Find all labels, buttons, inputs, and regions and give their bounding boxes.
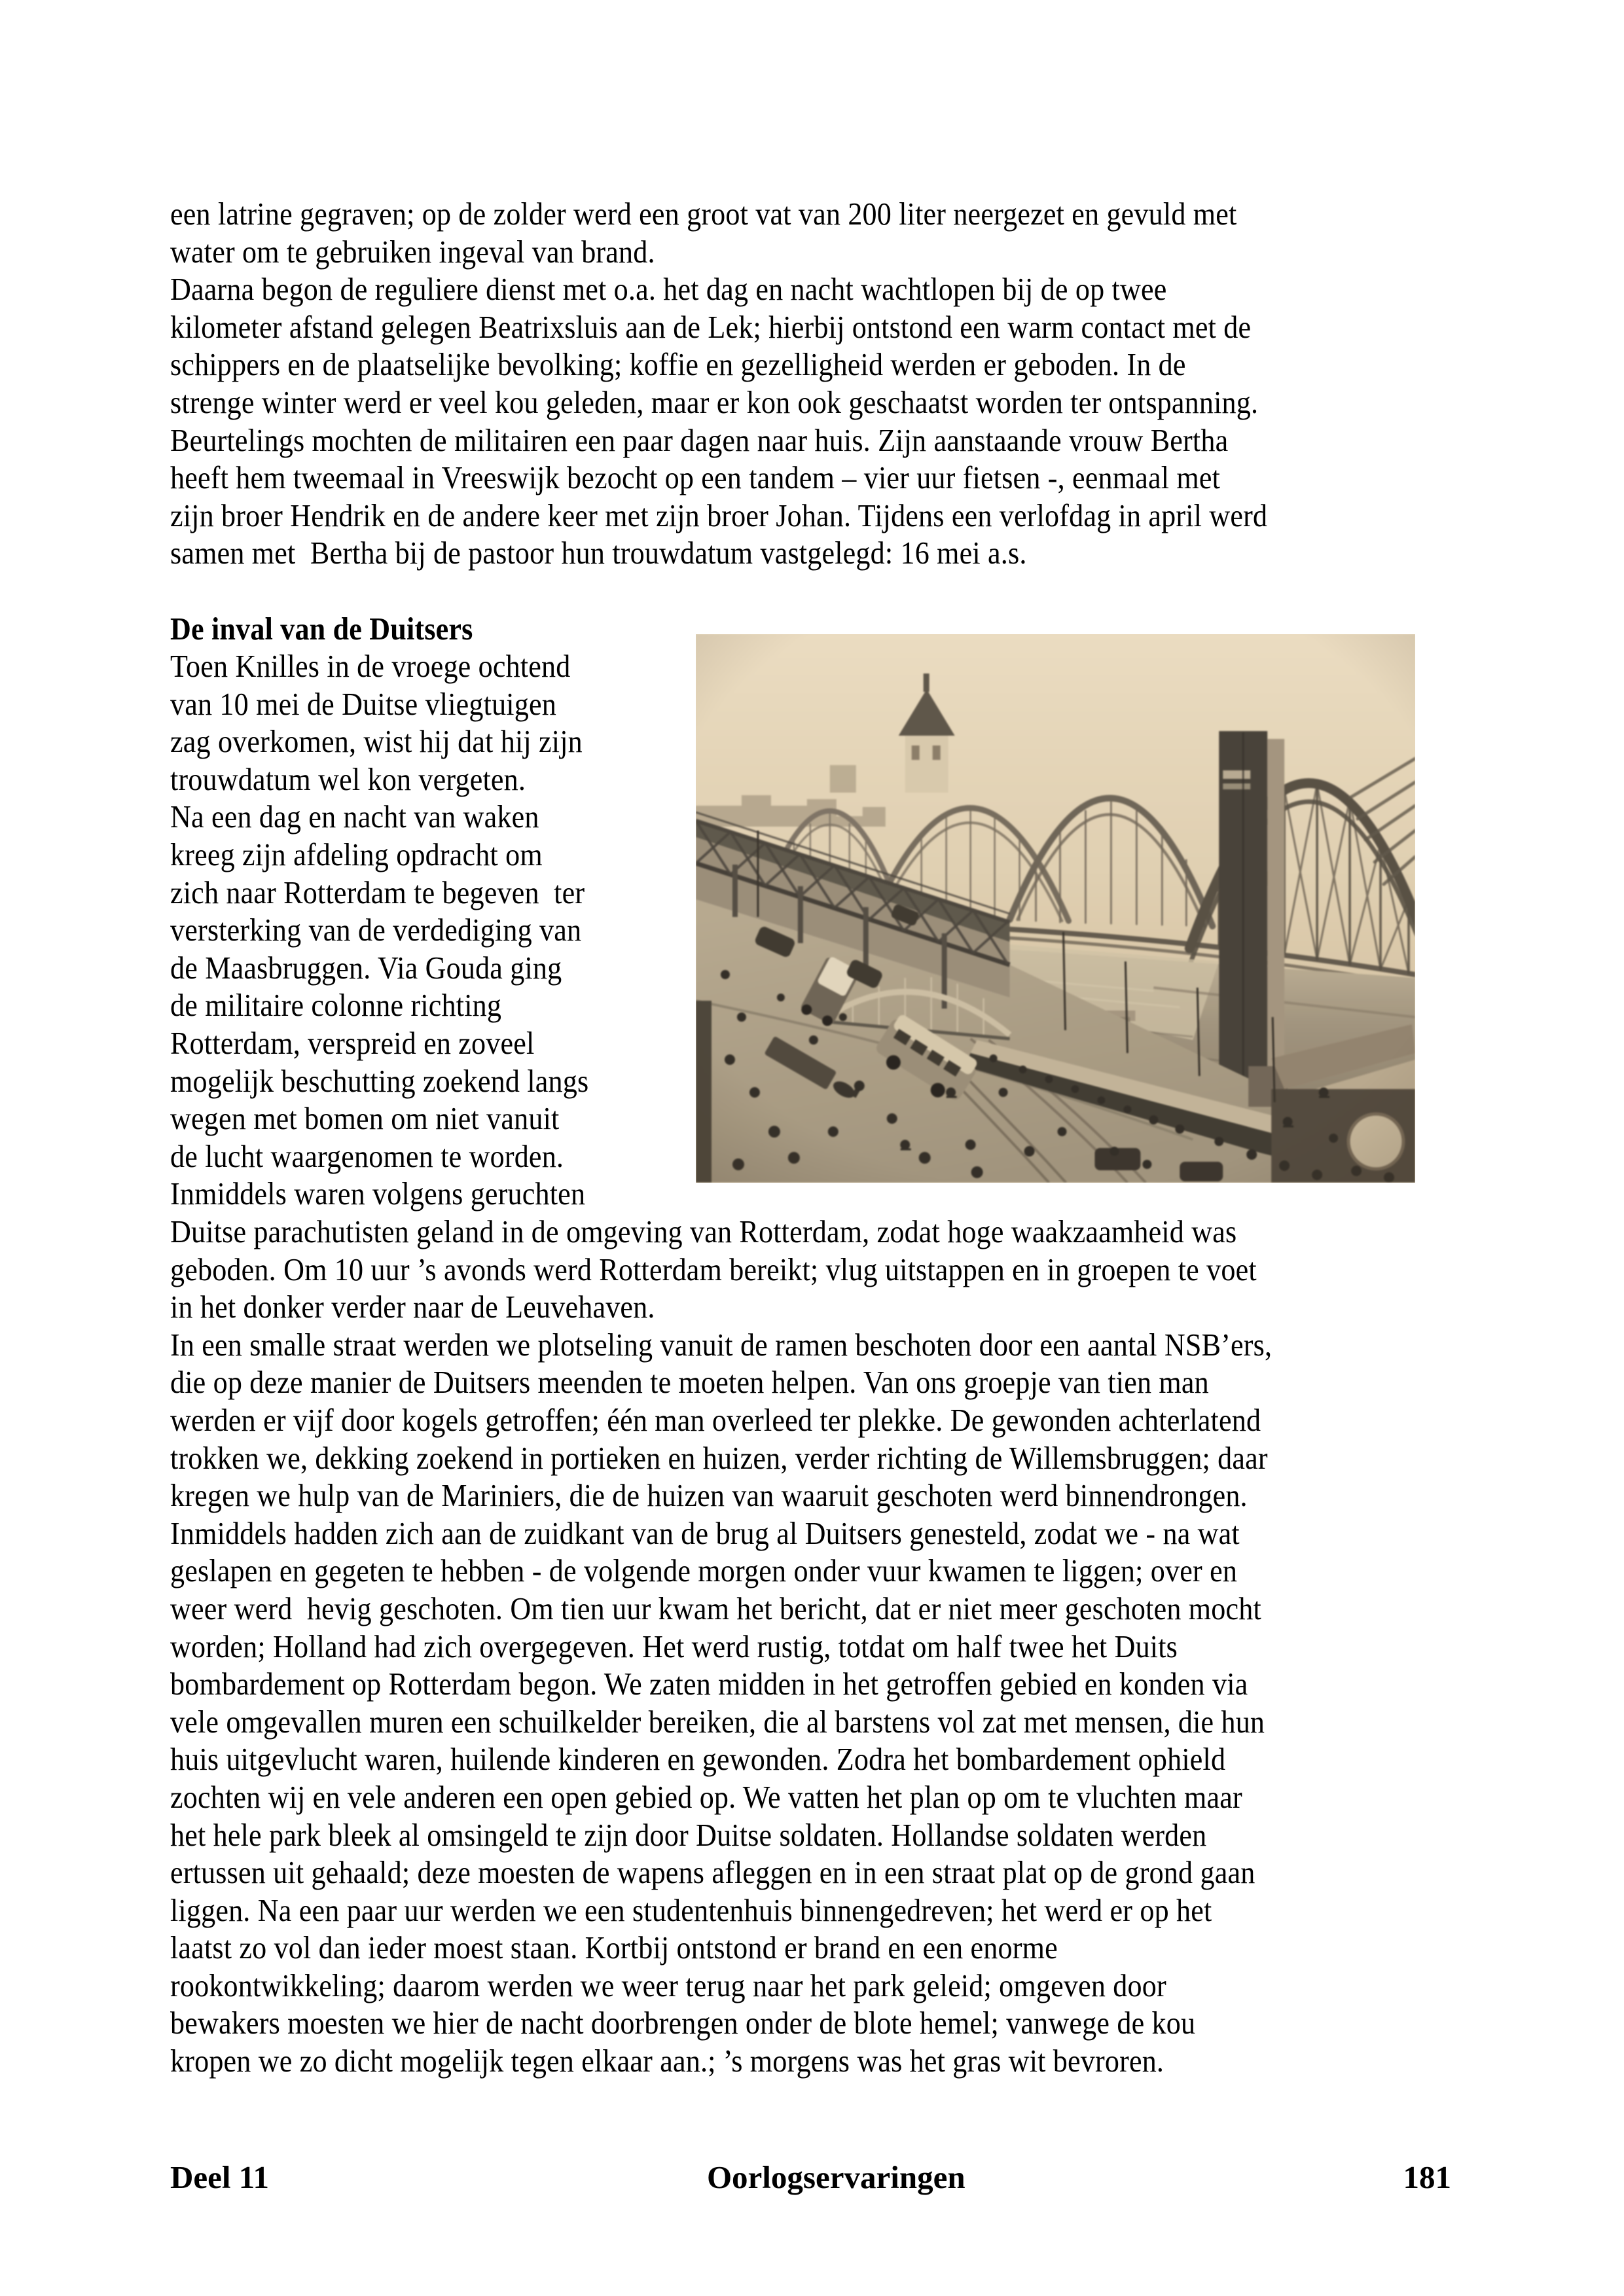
text-line: Toen Knilles in de vroege ochtend — [170, 648, 571, 684]
text-line: de Maasbruggen. Via Gouda ging — [170, 949, 562, 986]
text-line: trokken we, dekking zoekend in portieken en huizen, verder richting de Willemsbruggen; daar — [170, 1439, 1268, 1476]
text-line: kreeg zijn afdeling opdracht om — [170, 836, 543, 872]
text-line: zag overkomen, wist hij dat hij zijn — [170, 723, 583, 760]
text-line: liggen. Na een paar uur werden we een studentenhuis binnengedreven; het werd er op het — [170, 1892, 1212, 1928]
text-line: in het donker verder naar de Leuvehaven. — [170, 1289, 655, 1325]
text-line: In een smalle straat werden we plotseling vanuit de ramen beschoten door een aantal NSB’ers, — [170, 1326, 1272, 1363]
footer-page-number: 181 — [1403, 2159, 1451, 2195]
text-line: Inmiddels waren volgens geruchten — [170, 1175, 586, 1212]
text-line: werden er vijf door kogels getroffen; één man overleed ter plekke. De gewonden achterlatend — [170, 1401, 1261, 1438]
text-line: mogelijk beschutting zoekend langs — [170, 1062, 589, 1099]
vignette-overlay — [696, 634, 1415, 1183]
text-line: weer werd hevig geschoten. Om tien uur kwam het bericht, dat er niet meer geschoten mocht — [170, 1590, 1261, 1626]
text-line: samen met Bertha bij de pastoor hun trouwdatum vastgelegd: 16 mei a.s. — [170, 535, 1027, 571]
text-line: wegen met bomen om niet vanuit — [170, 1100, 560, 1137]
text-line: van 10 mei de Duitse vliegtuigen — [170, 685, 556, 722]
photo-maasbruggen-rotterdam — [696, 634, 1415, 1183]
text-line: laatst zo vol dan ieder moest staan. Kortbij ontstond er brand en een enorme — [170, 1929, 1058, 1966]
text-line: Na een dag en nacht van waken — [170, 798, 539, 835]
text-line: geboden. Om 10 uur ’s avonds werd Rotterdam bereikt; vlug uitstappen en in groepen te voet — [170, 1251, 1257, 1287]
text-line: zich naar Rotterdam te begeven ter — [170, 874, 585, 910]
text-line: Duitse parachutisten geland in de omgeving van Rotterdam, zodat hoge waakzaamheid was — [170, 1213, 1237, 1249]
text-line: Rotterdam, verspreid en zoveel — [170, 1024, 535, 1061]
section-heading — [170, 610, 507, 648]
page-footer — [170, 2159, 1451, 2197]
text-line: heeft hem tweemaal in Vreeswijk bezocht op een tandem – vier uur fietsen -, eenmaal met — [170, 459, 1221, 496]
text-line: trouwdatum wel kon vergeten. — [170, 761, 526, 797]
paragraph-top — [170, 195, 1389, 572]
text-line: die op deze manier de Duitsers meenden te moeten helpen. Van ons groepje van tien man — [170, 1364, 1209, 1401]
paragraph-left-column — [170, 647, 687, 1213]
text-line: een latrine gegraven; op de zolder werd een groot vat van 200 liter neergezet en gevuld met — [170, 196, 1237, 232]
text-line: Daarna begon de reguliere dienst met o.a. het dag en nacht wachtlopen bij de op twee — [170, 271, 1167, 308]
bridge-photo-image — [696, 634, 1415, 1183]
section-heading-text: De inval van de Duitsers — [170, 611, 473, 647]
text-line: de lucht waargenomen te worden. — [170, 1138, 564, 1174]
text-line: kregen we hulp van de Mariniers, die de huizen van waaruit geschoten werd binnendrongen. — [170, 1477, 1248, 1514]
text-line: ertussen uit gehaald; deze moesten de wapens afleggen en in een straat plat op de grond gaan — [170, 1854, 1255, 1891]
text-line: kropen we zo dicht mogelijk tegen elkaar aan.; ’s morgens was het gras wit bevroren. — [170, 2043, 1164, 2079]
text-line: versterking van de verdediging van — [170, 912, 582, 948]
text-line: water om te gebruiken ingeval van brand. — [170, 233, 655, 270]
text-line: bombardement op Rotterdam begon. We zaten midden in het getroffen gebied en konden via — [170, 1666, 1248, 1702]
text-line: huis uitgevlucht waren, huilende kinderen en gewonden. Zodra het bombardement ophield — [170, 1741, 1226, 1778]
text-line: kilometer afstand gelegen Beatrixsluis aan de Lek; hierbij ontstond een warm contact met de — [170, 308, 1252, 345]
text-line: schippers en de plaatselijke bevolking; koffie en gezelligheid werden er geboden. In de — [170, 346, 1186, 383]
text-line: vele omgevallen muren een schuilkelder bereiken, die al barstens vol zat met mensen, die hun — [170, 1703, 1265, 1740]
text-line: de militaire colonne richting — [170, 987, 502, 1024]
text-line: rookontwikkeling; daarom werden we weer terug naar het park geleid; omgeven door — [170, 1967, 1166, 2003]
paragraph-bottom — [170, 1213, 1394, 2080]
text-line: zochten wij en vele anderen een open gebied op. We vatten het plan op om te vluchten maar — [170, 1778, 1242, 1815]
footer-part-label: Deel 11 — [170, 2159, 270, 2195]
text-line: het hele park bleek al omsingeld te zijn door Duitse soldaten. Hollandse soldaten werden — [170, 1816, 1207, 1853]
footer-chapter-title: Oorlogservaringen — [706, 2159, 965, 2195]
text-line: bewakers moesten we hier de nacht doorbrengen onder de blote hemel; vanwege de kou — [170, 2005, 1196, 2041]
text-line: Inmiddels hadden zich aan de zuidkant van de brug al Duitsers genesteld, zodat we - na wat — [170, 1515, 1240, 1551]
text-line: Beurtelings mochten de militairen een paar dagen naar huis. Zijn aanstaande vrouw Bertha — [170, 422, 1229, 458]
text-line: worden; Holland had zich overgegeven. Het werd rustig, totdat om half twee het Duits — [170, 1628, 1178, 1664]
text-line: geslapen en gegeten te hebben - de volgende morgen onder vuur kwamen te liggen; over en — [170, 1552, 1238, 1589]
text-line: strenge winter werd er veel kou geleden, maar er kon ook geschaatst worden ter ontspanning. — [170, 384, 1259, 420]
text-line: zijn broer Hendrik en de andere keer met zijn broer Johan. Tijdens een verlofdag in april werd — [170, 497, 1268, 533]
